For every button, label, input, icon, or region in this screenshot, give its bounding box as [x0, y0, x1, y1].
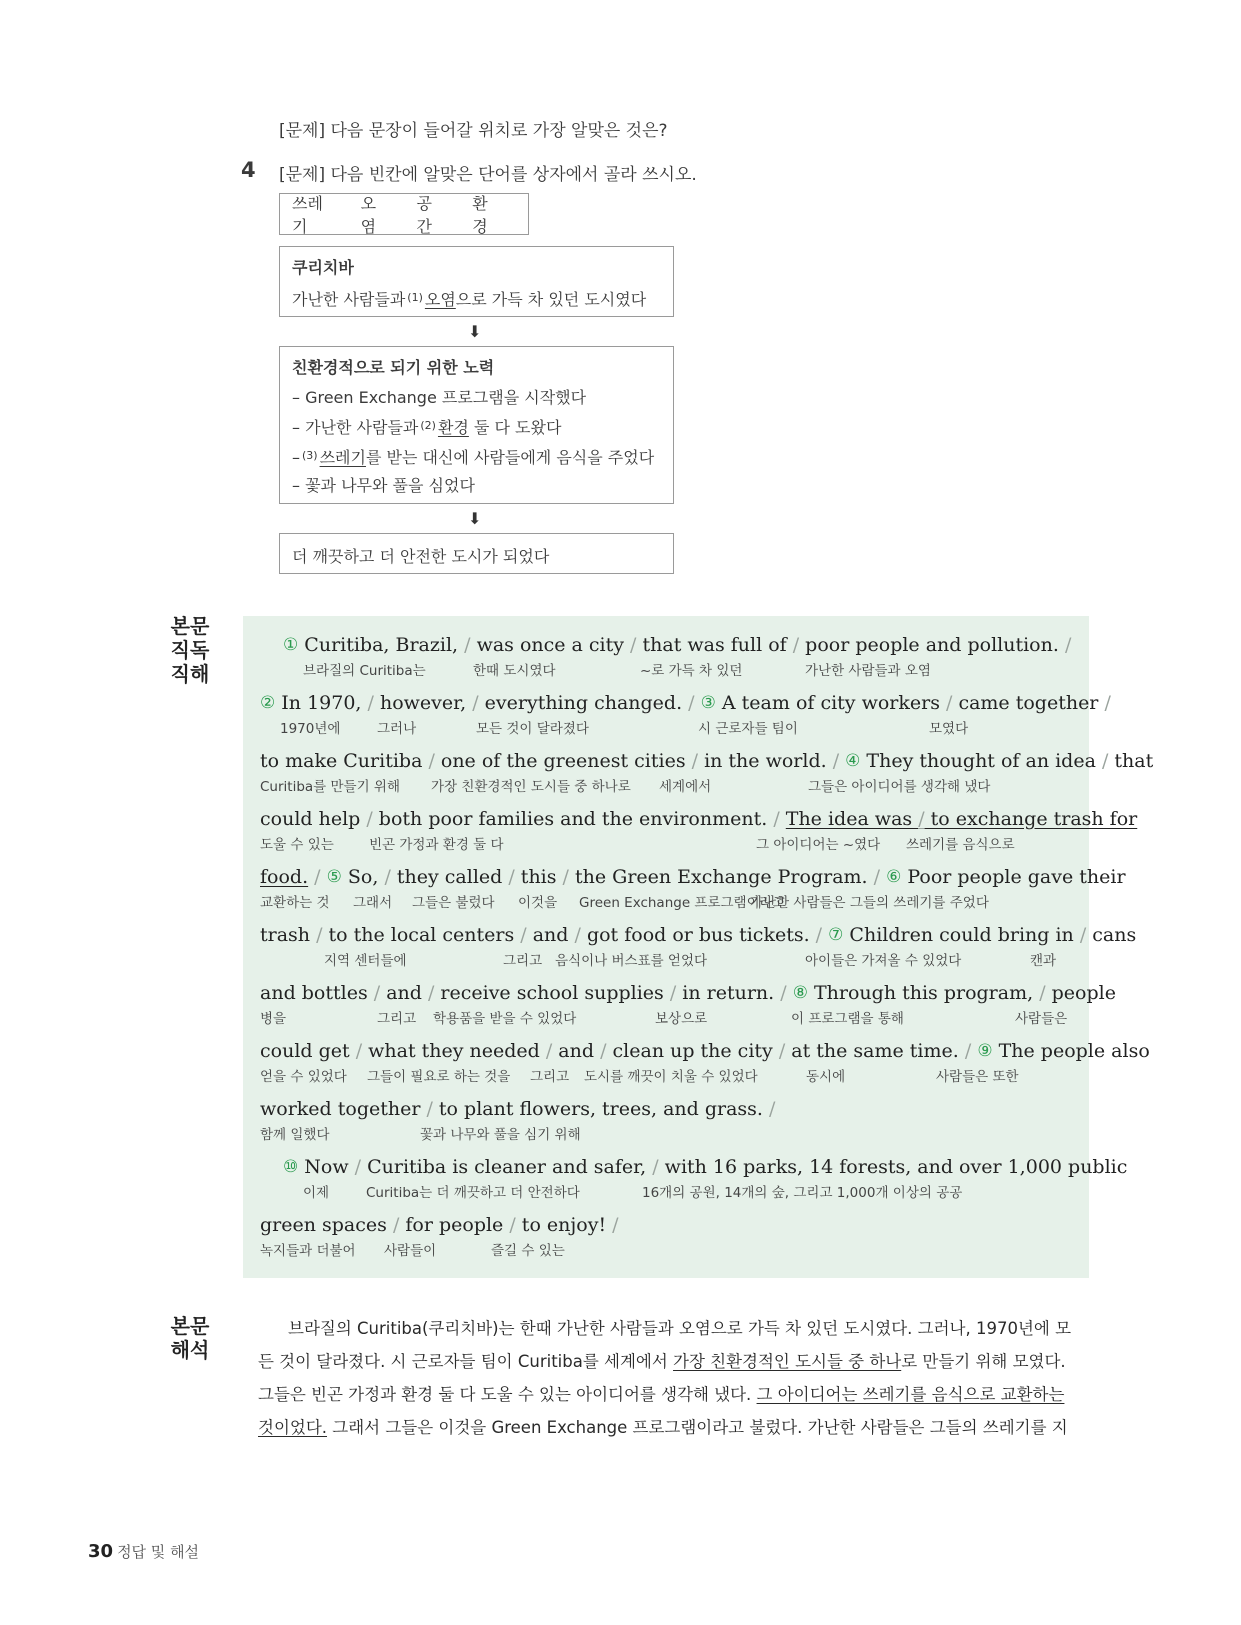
english-chunk: could get — [260, 1040, 356, 1062]
english-chunk: to exchange trash for — [924, 808, 1138, 830]
chunk-slash: / — [314, 866, 321, 888]
summary-box-1 — [279, 246, 674, 317]
sentence-number: ⑤ — [326, 867, 342, 887]
underlined-phrase: 그 아이디어는 쓰레기를 음식으로 교환하는 — [756, 1385, 1065, 1404]
down-arrow-icon: ⬇ — [468, 322, 482, 341]
english-chunk: Curitiba, Brazil, — [298, 634, 465, 656]
blank-number: (1) — [407, 291, 423, 304]
english-line — [260, 980, 1116, 1007]
korean-gloss: 학용품을 받을 수 있었다 — [433, 1011, 577, 1027]
page-number: 30 — [88, 1541, 114, 1562]
english-chunk: got food or bus tickets. — [580, 924, 816, 946]
english-chunk: in return. — [676, 982, 781, 1004]
chunk-slash: / — [384, 866, 391, 888]
korean-gloss: 1970년에 — [280, 721, 341, 737]
korean-gloss: 사람들은 또한 — [936, 1069, 1019, 1085]
chunk-slash: / — [630, 634, 637, 656]
english-chunk: for people — [399, 1214, 510, 1236]
chunk-slash: / — [832, 750, 840, 772]
english-chunk: and — [552, 1040, 601, 1062]
korean-gloss: 가장 친환경적인 도시들 중 하나로 — [431, 779, 631, 795]
english-chunk: the Green Exchange Program. — [568, 866, 874, 888]
chunk-slash: / — [574, 924, 581, 946]
english-line — [260, 632, 1072, 659]
summary-box-2 — [279, 346, 674, 504]
korean-gloss: 한때 도시였다 — [473, 663, 556, 679]
question-number: 4 — [241, 158, 256, 182]
chunk-slash: / — [472, 692, 479, 714]
korean-gloss: 보상으로 — [655, 1011, 708, 1027]
reading-line — [260, 922, 1137, 969]
sentence-number: ⑨ — [977, 1041, 993, 1061]
english-chunk: however, — [373, 692, 473, 714]
english-line — [260, 690, 1111, 717]
sentence-number: ② — [260, 693, 276, 713]
english-chunk: poor people and pollution. — [799, 634, 1065, 656]
reading-line — [260, 1038, 1150, 1085]
chunk-slash: / — [780, 982, 787, 1004]
english-chunk: that was full of — [636, 634, 793, 656]
word-choice: 환경 — [472, 194, 488, 236]
blank-number: (2) — [420, 419, 436, 432]
korean-gloss: 병을 — [260, 1011, 287, 1027]
english-chunk: and bottles — [260, 982, 374, 1004]
korean-gloss-line — [260, 659, 1069, 677]
english-chunk: So, — [341, 866, 385, 888]
korean-gloss: 빈곤 가정과 환경 둘 다 — [369, 837, 504, 853]
english-chunk: trash — [260, 924, 317, 946]
korean-gloss-line — [260, 717, 1069, 735]
translation-line: 그들은 빈곤 가정과 환경 둘 다 도울 수 있는 아이디어를 생각해 냈다. 그 아이디어는 쓰레기를 음식으로 교환하는 — [258, 1385, 1065, 1404]
underlined-phrase: 가장 친환경적인 도시들 중 하나 — [673, 1352, 902, 1371]
english-chunk: and — [526, 924, 575, 946]
korean-gloss-line — [260, 949, 1069, 967]
reading-line — [260, 748, 1154, 795]
korean-gloss: 아이들은 가져올 수 있었다 — [805, 953, 962, 969]
english-chunk: worked together — [260, 1098, 427, 1120]
korean-gloss: 사람들이 — [384, 1243, 437, 1259]
chunk-slash: / — [946, 692, 953, 714]
chunk-slash: / — [669, 982, 677, 1004]
chunk-slash: / — [464, 634, 471, 656]
answer-blank: 쓰레기 — [319, 448, 366, 467]
chunk-slash: / — [778, 1040, 786, 1062]
blank-number: (3) — [302, 449, 318, 462]
english-chunk: Poor people gave their — [901, 866, 1126, 888]
english-line — [260, 1096, 1069, 1123]
english-chunk: could help — [260, 808, 367, 830]
korean-gloss: Curitiba를 만들기 위해 — [260, 779, 400, 795]
english-line — [260, 748, 1154, 775]
english-line — [260, 864, 1126, 891]
summary-line: – 꽃과 나무와 풀을 심었다 — [292, 476, 475, 495]
summary-box-title: 쿠리치바 — [292, 258, 354, 277]
chunk-slash: / — [652, 1156, 659, 1178]
korean-gloss: 가난한 사람들은 그들의 쓰레기를 주었다 — [750, 895, 989, 911]
chunk-slash: / — [1104, 692, 1111, 714]
korean-gloss: 사람들은 — [1015, 1011, 1068, 1027]
reading-line — [260, 864, 1126, 911]
english-line — [260, 1154, 1128, 1181]
korean-gloss: 이 프로그램을 통해 — [791, 1011, 904, 1027]
chunk-slash: / — [545, 1040, 553, 1062]
chunk-slash: / — [316, 924, 323, 946]
english-chunk: what they needed — [362, 1040, 546, 1062]
reading-line — [260, 806, 1138, 853]
english-chunk: The people also — [992, 1040, 1150, 1062]
sentence-number: ⑧ — [792, 983, 808, 1003]
chunk-slash: / — [600, 1040, 607, 1062]
korean-gloss: 이것을 — [518, 895, 558, 911]
chunk-slash: / — [1039, 982, 1046, 1004]
chunk-slash: / — [792, 634, 800, 656]
reading-line — [260, 1212, 1069, 1257]
korean-gloss: ~로 가득 차 있던 — [640, 663, 743, 679]
chunk-slash: / — [373, 982, 381, 1004]
english-chunk: They thought of an idea — [860, 750, 1102, 772]
korean-gloss-line — [260, 775, 1069, 793]
reading-line — [260, 632, 1072, 679]
english-chunk: with 16 parks, 14 forests, and over 1,000 public — [658, 1156, 1128, 1178]
korean-gloss: 그리고 — [377, 1011, 417, 1027]
korean-gloss: 동시에 — [806, 1069, 846, 1085]
korean-gloss: 녹지들과 더불어 — [260, 1243, 356, 1259]
chunk-slash: / — [508, 866, 515, 888]
chunk-slash: / — [509, 1214, 516, 1236]
sentence-number: ④ — [845, 751, 861, 771]
translation-paragraph — [258, 1312, 1070, 1444]
korean-gloss: 브라질의 Curitiba는 — [303, 663, 426, 679]
down-arrow-icon: ⬇ — [468, 509, 482, 528]
english-chunk: The idea was — [785, 808, 919, 830]
chunk-slash: / — [612, 1214, 619, 1236]
korean-gloss: Curitiba는 더 깨끗하고 더 안전하다 — [366, 1185, 580, 1201]
english-chunk: In 1970, — [275, 692, 368, 714]
korean-gloss: 즐길 수 있는 — [491, 1243, 565, 1259]
english-chunk: Children could bring in — [843, 924, 1080, 946]
korean-gloss: 꽃과 나무와 풀을 심기 위해 — [420, 1127, 581, 1143]
english-chunk: food. — [260, 866, 309, 888]
answer-blank: 환경 — [437, 418, 469, 437]
korean-gloss: 세계에서 — [659, 779, 712, 795]
chunk-slash: / — [1101, 750, 1109, 772]
summary-line: – $^{(3)}$ 쓰레기를 받는 대신에 사람들에게 음식을 주었다 — [292, 448, 655, 467]
underlined-phrase: 것이었다. — [258, 1418, 328, 1437]
english-chunk: cans — [1086, 924, 1137, 946]
sentence-number: ① — [283, 635, 299, 655]
chunk-slash: / — [428, 750, 435, 772]
korean-gloss: 캔과 — [1030, 953, 1057, 969]
reading-line — [260, 980, 1116, 1027]
chunk-slash: / — [392, 1214, 400, 1236]
summary-line: – Green Exchange 프로그램을 시작했다 — [292, 388, 587, 407]
korean-gloss: 그들이 필요로 하는 것을 — [367, 1069, 511, 1085]
word-choice: 오염 — [360, 194, 377, 236]
word-choice: 쓰레기 — [292, 194, 323, 236]
korean-gloss: 함께 일했다 — [260, 1127, 330, 1143]
korean-gloss: 모였다 — [929, 721, 969, 737]
english-chunk: to enjoy! — [515, 1214, 613, 1236]
chunk-slash: / — [918, 808, 925, 830]
section-label-reading: 본문 직독 직해 — [170, 614, 210, 686]
chunk-slash: / — [769, 1098, 776, 1120]
summary-line: – 가난한 사람들과 $^{(2)}$ 환경 둘 다 도왔다 — [292, 418, 562, 437]
word-choice-box — [279, 193, 529, 235]
sentence-number: ⑥ — [886, 867, 902, 887]
korean-gloss: 얻을 수 있었다 — [260, 1069, 347, 1085]
korean-gloss: 16개의 공원, 14개의 숲, 그리고 1,000개 이상의 공공 — [642, 1185, 963, 1201]
korean-gloss-line — [260, 833, 1069, 851]
summary-line: 가난한 사람들과 $^{(1)}$ 오염으로 가득 차 있던 도시였다 — [292, 290, 647, 309]
sentence-number: ③ — [700, 693, 716, 713]
footer-label: 정답 및 해설 — [117, 1543, 200, 1561]
korean-gloss: 교환하는 것 — [260, 895, 330, 911]
english-chunk: and — [380, 982, 428, 1004]
reading-line — [260, 1154, 1128, 1201]
reading-line — [260, 690, 1111, 737]
english-chunk: clean up the city — [606, 1040, 779, 1062]
english-chunk: they called — [390, 866, 509, 888]
chunk-slash: / — [873, 866, 881, 888]
english-chunk: Curitiba is cleaner and safer, — [361, 1156, 653, 1178]
section-label-translation: 본문 해석 — [170, 1314, 210, 1362]
korean-gloss: 도울 수 있는 — [260, 837, 334, 853]
question-3-text: [문제] 다음 문장이 들어갈 위치로 가장 알맞은 것은? — [279, 121, 668, 141]
korean-gloss: 음식이나 버스표를 얻었다 — [555, 953, 708, 969]
chunk-slash: / — [427, 982, 435, 1004]
korean-gloss: 쓰레기를 음식으로 — [906, 837, 1015, 853]
english-line — [260, 1038, 1150, 1065]
chunk-slash: / — [1079, 924, 1087, 946]
english-chunk: Through this program, — [807, 982, 1040, 1004]
korean-gloss: 그리고 — [503, 953, 543, 969]
chunk-slash: / — [688, 692, 695, 714]
korean-gloss: 모든 것이 달라졌다 — [476, 721, 589, 737]
question-4-text: [문제] 다음 빈칸에 알맞은 단어를 상자에서 골라 쓰시오. — [279, 165, 697, 185]
english-chunk: at the same time. — [785, 1040, 965, 1062]
korean-gloss: 그 아이디어는 ~였다 — [756, 837, 881, 853]
answer-blank: 오염 — [424, 290, 456, 309]
korean-gloss: 그들은 불렀다 — [412, 895, 495, 911]
english-line — [260, 1212, 1069, 1239]
english-chunk: this — [514, 866, 563, 888]
word-choice: 공간 — [416, 194, 432, 236]
korean-gloss-line — [260, 1007, 1069, 1025]
english-chunk: came together — [952, 692, 1105, 714]
translation-line: 든 것이 달라졌다. 시 근로자들 팀이 Curitiba를 세계에서 가장 친환경적인 도시들 중 하나로 만들기 위해 모였다. — [258, 1352, 1066, 1371]
english-chunk: in the world. — [698, 750, 833, 772]
korean-gloss: 그들은 아이디어를 생각해 냈다 — [808, 779, 991, 795]
translation-line: 브라질의 Curitiba(쿠리치바)는 한때 가난한 사람들과 오염으로 가득 차 있던 도시였다. 그러나, 1970년에 모 — [288, 1319, 1072, 1338]
summary-box-3: 더 깨끗하고 더 안전한 도시가 되었다 — [279, 533, 674, 574]
korean-gloss-line — [260, 1181, 1069, 1199]
chunk-slash: / — [773, 808, 780, 830]
english-chunk: Now — [298, 1156, 355, 1178]
page-footer — [88, 1541, 199, 1562]
korean-gloss: 시 근로자들 팀이 — [698, 721, 798, 737]
english-line — [260, 922, 1137, 949]
english-chunk: everything changed. — [478, 692, 689, 714]
english-chunk: was once a city — [470, 634, 631, 656]
korean-gloss-line — [260, 891, 1069, 909]
english-chunk: one of the greenest cities — [434, 750, 692, 772]
korean-gloss: 그리고 — [530, 1069, 570, 1085]
english-chunk: to make Curitiba — [260, 750, 429, 772]
english-chunk: that — [1108, 750, 1154, 772]
english-chunk: to plant flowers, trees, and grass. — [432, 1098, 769, 1120]
chunk-slash: / — [367, 692, 374, 714]
chunk-slash: / — [354, 1156, 362, 1178]
korean-gloss: 가난한 사람들과 오염 — [805, 663, 931, 679]
chunk-slash: / — [964, 1040, 972, 1062]
chunk-slash: / — [355, 1040, 363, 1062]
korean-gloss: Green Exchange 프로그램이라고 — [579, 895, 786, 911]
english-chunk: both poor families and the environment. — [372, 808, 774, 830]
summary-box-title: 친환경적으로 되기 위한 노력 — [292, 358, 495, 377]
chunk-slash: / — [366, 808, 373, 830]
english-chunk: receive school supplies — [434, 982, 670, 1004]
english-line — [260, 806, 1138, 833]
english-chunk: to the local centers — [322, 924, 521, 946]
sentence-number: ⑩ — [283, 1157, 299, 1177]
korean-gloss-line — [260, 1123, 1069, 1141]
chunk-slash: / — [815, 924, 823, 946]
korean-gloss: 이제 — [303, 1185, 330, 1201]
korean-gloss: 그래서 — [353, 895, 393, 911]
chunk-slash: / — [426, 1098, 433, 1120]
chunk-slash: / — [1064, 634, 1072, 656]
korean-gloss-line — [260, 1239, 1069, 1257]
korean-gloss: 지역 센터들에 — [324, 953, 407, 969]
english-chunk: green spaces — [260, 1214, 393, 1236]
korean-gloss: 그러나 — [377, 721, 417, 737]
sentence-number: ⑦ — [828, 925, 844, 945]
chunk-slash: / — [520, 924, 527, 946]
korean-gloss-line — [260, 1065, 1069, 1083]
korean-gloss: 도시를 깨끗이 치울 수 있었다 — [584, 1069, 758, 1085]
chunk-slash: / — [562, 866, 569, 888]
english-chunk: people — [1045, 982, 1116, 1004]
chunk-slash: / — [691, 750, 699, 772]
reading-line — [260, 1096, 1069, 1141]
translation-line: 것이었다. 그래서 그들은 이것을 Green Exchange 프로그램이라고 불렀다. 가난한 사람들은 그들의 쓰레기를 지 — [258, 1418, 1068, 1437]
english-chunk: A team of city workers — [715, 692, 946, 714]
